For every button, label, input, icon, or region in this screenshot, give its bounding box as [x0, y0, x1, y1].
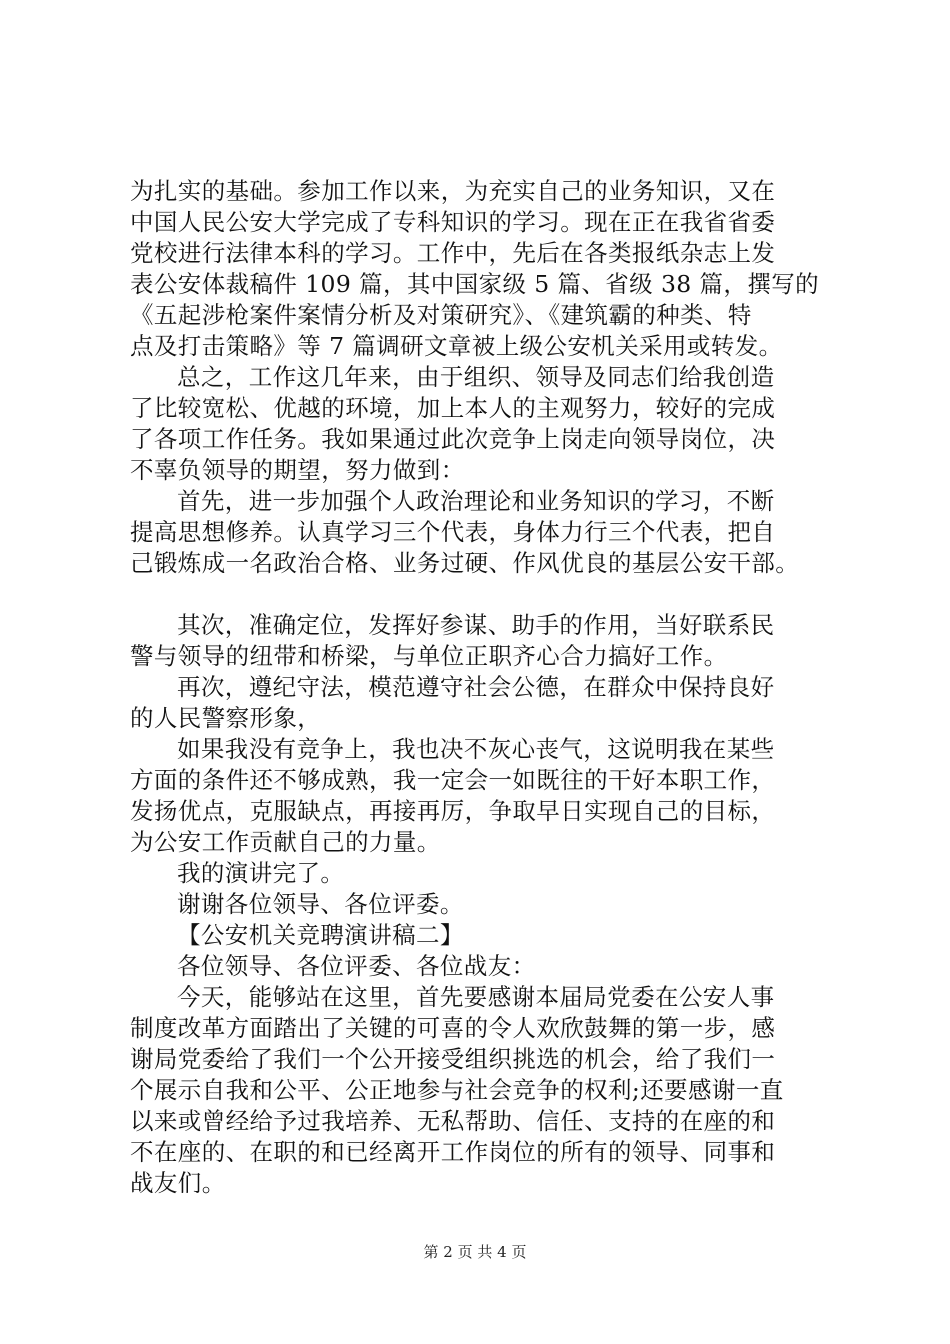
text-line: 为公安工作贡献自己的力量。 [130, 828, 441, 856]
text-line: 发扬优点，克服缺点，再接再厉，争取早日实现自己的目标， [130, 797, 776, 825]
text-line: 己锻炼成一名政治合格、业务过硬、作风优良的基层公安干部。 [130, 549, 800, 577]
text-line: 党校进行法律本科的学习。工作中，先后在各类报纸杂志上发 [130, 239, 776, 267]
section-heading: 【公安机关竞聘演讲稿二】 [177, 921, 464, 949]
text-line: 以来或曾经给予过我培养、无私帮助、信任、支持的在座的和 [130, 1107, 776, 1135]
text-line: 了各项工作任务。我如果通过此次竞争上岗走向领导岗位，决 [130, 425, 776, 453]
text-line: 我的演讲完了。 [177, 859, 345, 887]
text-line: 《五起涉枪案件案情分析及对策研究》、《建筑霸的种类、特 [130, 301, 752, 329]
text-line: 制度改革方面踏出了关键的可喜的令人欢欣鼓舞的第一步，感 [130, 1014, 776, 1042]
text-line: 警与领导的纽带和桥梁，与单位正职齐心合力搞好工作。 [130, 642, 728, 670]
text-line: 不在座的、在职的和已经离开工作岗位的所有的领导、同事和 [130, 1138, 776, 1166]
text-line: 的人民警察形象， [130, 704, 322, 732]
text-line: 点及打击策略》等 7 篇调研文章被上级公安机关采用或转发。 [130, 332, 783, 360]
text-line: 不辜负领导的期望，努力做到： [130, 456, 465, 484]
text-line: 其次，准确定位，发挥好参谋、助手的作用，当好联系民 [177, 611, 775, 639]
page-number-footer: 第 2 页 共 4 页 [423, 1243, 527, 1261]
text-line: 个展示自我和公平、公正地参与社会竞争的权利;还要感谢一直 [130, 1076, 784, 1104]
text-line: 方面的条件还不够成熟，我一定会一如既往的干好本职工作， [130, 766, 776, 794]
text-line: 表公安体裁稿件 109 篇，其中国家级 5 篇、省级 38 篇，撰写的 [130, 270, 820, 298]
text-line: 再次，遵纪守法，模范遵守社会公德，在群众中保持良好 [177, 673, 775, 701]
text-line: 如果我没有竞争上，我也决不灰心丧气，这说明我在某些 [177, 735, 775, 763]
text-line: 总之，工作这几年来，由于组织、领导及同志们给我创造 [177, 363, 775, 391]
text-line: 首先，进一步加强个人政治理论和业务知识的学习，不断 [177, 487, 775, 515]
salutation: 各位领导、各位评委、各位战友： [177, 952, 536, 980]
text-line: 战友们。 [130, 1169, 226, 1197]
text-line: 谢谢各位领导、各位评委。 [177, 890, 464, 918]
text-line: 谢局党委给了我们一个公开接受组织挑选的机会，给了我们一 [130, 1045, 776, 1073]
document-body [130, 176, 850, 1199]
paragraph-gap [130, 579, 850, 610]
text-line: 提高思想修养。认真学习三个代表，身体力行三个代表，把自 [130, 518, 776, 546]
text-line: 今天，能够站在这里，首先要感谢本届局党委在公安人事 [177, 983, 775, 1011]
text-line: 了比较宽松、优越的环境，加上本人的主观努力，较好的完成 [130, 394, 776, 422]
text-line: 为扎实的基础。参加工作以来，为充实自己的业务知识，又在 [130, 177, 776, 205]
text-line: 中国人民公安大学完成了专科知识的学习。现在正在我省省委 [130, 208, 776, 236]
